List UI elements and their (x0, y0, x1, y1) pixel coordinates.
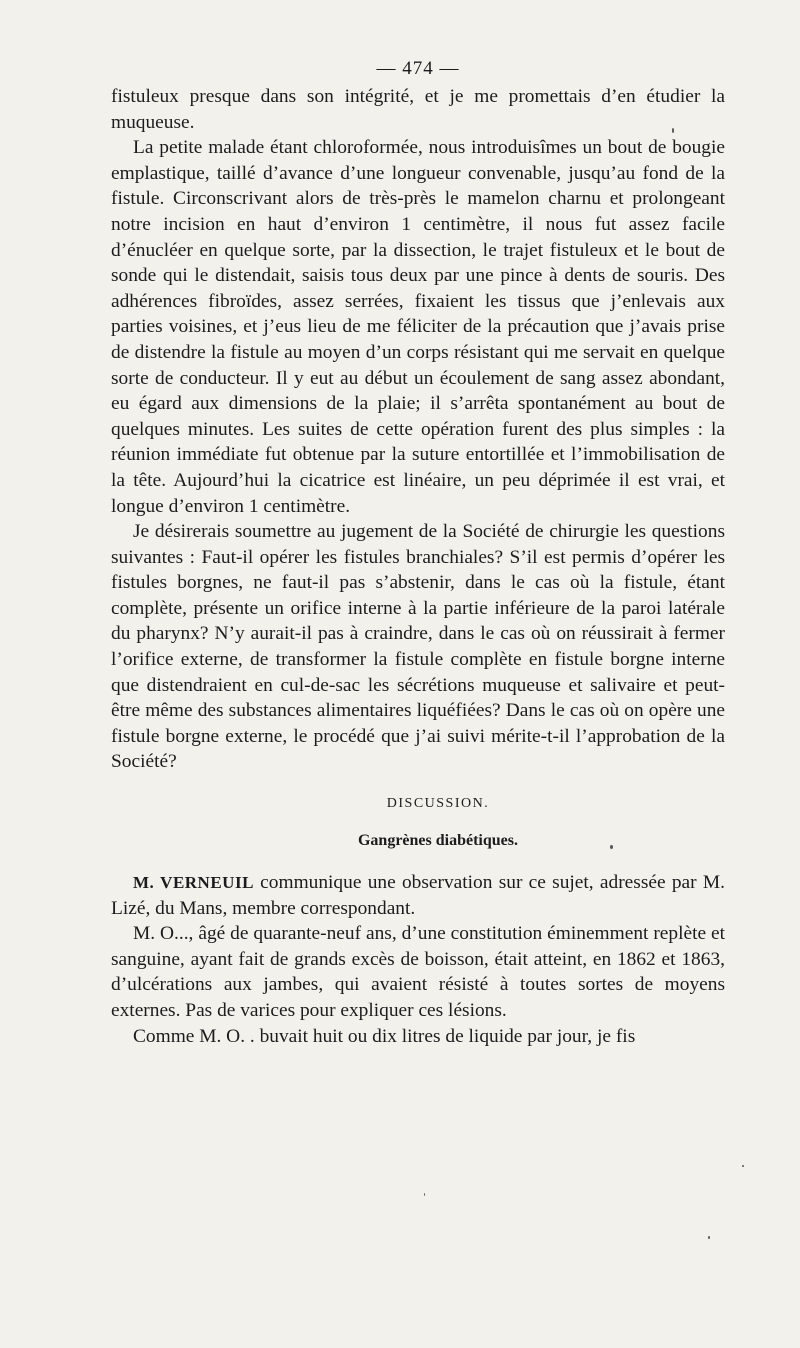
page-number: — 474 — (376, 58, 460, 79)
paragraph-questions: Je désirerais soumettre au jugement de la Société de chirurgie les questions suivantes : Faut-il opérer les fistules branchiales? S’il est permis d’opérer les fistules borgnes, ne faut-il pas s’abstenir, dans le cas où la fistule, étant complète, présente un orifice interne à la partie inférieure de la paroi latérale du pharynx? N’y aurait-il pas à craindre, dans le cas où on réussirait à fermer l’orifice externe, de transformer la fistule complète en fistule borgne interne que distendraient en cul-de-sac les sécrétions muqueuse et salivaire et peut-être même des substances alimentaires liquéfiées? Dans le cas où on opère une fistule borgne externe, le procédé que j’ai suivi mérite-t-il l’approbation de la Société? (111, 521, 725, 773)
page-body (111, 58, 725, 1049)
paragraph-verneuil-text: communique une observation sur ce sujet, adressée par M. Lizé, du Mans, membre correspondant. (111, 872, 725, 919)
speck (424, 1193, 425, 1196)
paragraph-operation: La petite malade étant chloroformée, nous introduisîmes un bout de bougie emplastique, taillé d’avance d’une longueur convenable, jusqu’au fond de la fistule. Circonscrivant alors de très-près le mamelon charnu et prolongeant notre incision en haut d’environ 1 centimètre, il nous fut assez facile d’énucléer en quelque sorte, par la dissection, le trajet fistuleux et le bout de sonde qui le distendait, saisis tous deux par une pince à dents de souris. Des adhérences fibroïdes, assez serrées, fixaient les tissus que j’enlevais aux parties voisines, et j’eus lieu de me féliciter de la précaution que j’avais prise de distendre la fistule au moyen d’un corps résistant qui me servait en quelque sorte de conducteur. Il y eut au début un écoulement de sang assez abondant, eu égard aux dimensions de la plaie; il s’arrêta spontanément au bout de quelques minutes. Les suites de cette opération furent des plus simples : la réunion immédiate fut obtenue par la suture entortillée et l’immobilisation de la tête. Aujourd’hui la cicatrice est linéaire, un peu déprimée il est vrai, et longue d’environ 1 centimètre. (111, 137, 725, 517)
paragraph-case: M. O..., âgé de quarante-neuf ans, d’une constitution éminemment replète et sanguine, ayant fait de grands excès de boisson, était atteint, en 1862 et 1863, d’ulcérations aux jambes, qui avaient résisté à toutes sortes de moyens externes. Pas de varices pour expliquer ces lésions. (111, 923, 725, 1021)
section-heading: DISCUSSION. (386, 796, 490, 812)
sub-heading: Gangrènes diabétiques. (357, 832, 518, 850)
speck (672, 128, 674, 133)
speck (610, 845, 613, 849)
paragraph-last-line: Comme M. O. . buvait huit ou dix litres de liquide par jour, je fis (133, 1025, 636, 1047)
paragraph-continuation: fistuleux presque dans son intégrité, et je me promettais d’en étudier la muqueuse. (111, 86, 725, 133)
speck (708, 1236, 710, 1239)
speaker-name: M. VERNEUIL (133, 873, 254, 893)
paragraph-verneuil (111, 870, 725, 921)
speck (742, 1165, 744, 1167)
